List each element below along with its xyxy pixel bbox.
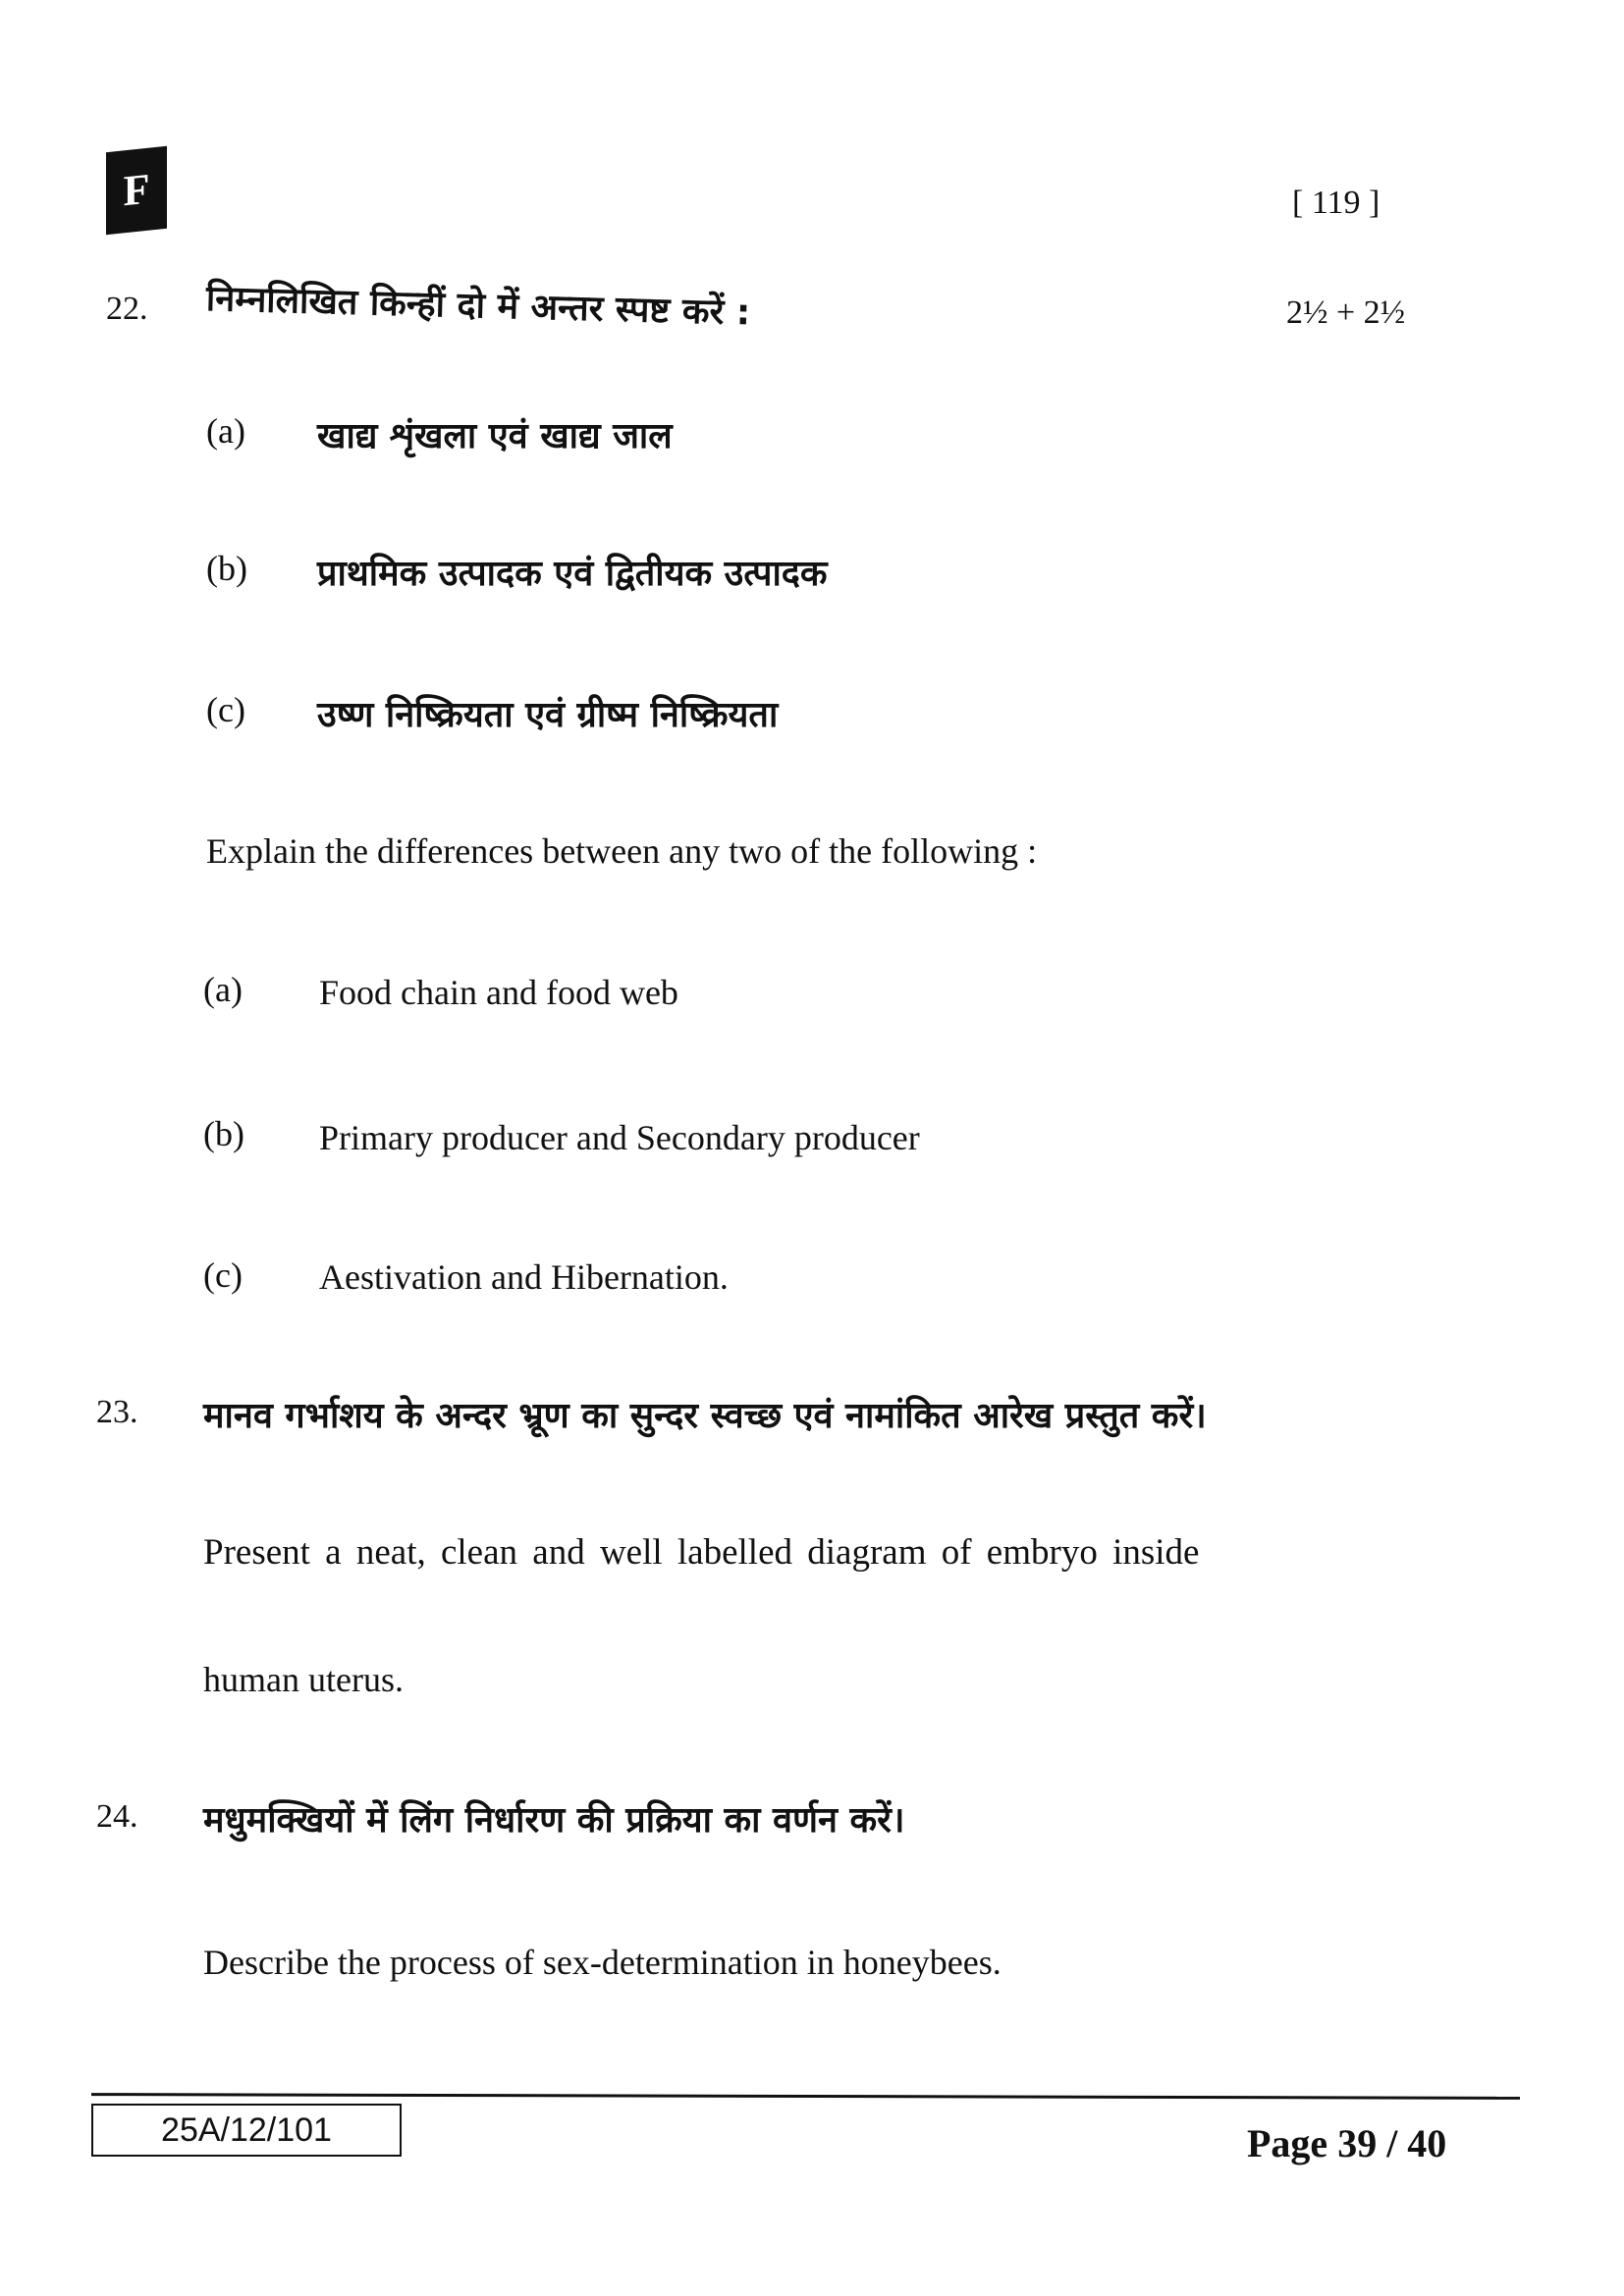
question-number-24: 24. <box>96 1798 138 1835</box>
q22-english-label-a: (a) <box>203 970 243 1009</box>
q22-english-prompt: Explain the differences between any two of the following : <box>206 831 1038 871</box>
q23-english-line2: human uterus. <box>203 1660 404 1699</box>
q24-hindi-prompt: मधुमक्खियों में लिंग निर्धारण की प्रक्रिया का वर्णन करें। <box>203 1800 905 1841</box>
q23-hindi-prompt: मानव गर्भाशय के अन्दर भ्रूण का सुन्दर स्वच्छ एवं नामांकित आरेख प्रस्तुत करें। <box>203 1396 1207 1436</box>
q22-hindi-label-a: (a) <box>206 411 245 451</box>
series-badge: F <box>106 146 167 236</box>
q22-hindi-label-b: (b) <box>206 549 247 588</box>
q22-hindi-label-c: (c) <box>206 690 245 729</box>
question-number-22: 22. <box>106 291 148 327</box>
footer-divider <box>91 2093 1520 2100</box>
page-number: Page 39 / 40 <box>1247 2121 1447 2165</box>
q24-english-prompt: Describe the process of sex-determination in honeybees. <box>203 1943 1001 1982</box>
paper-code: 25A/12/101 <box>91 2104 402 2157</box>
q22-hindi-part-c: उष्ण निष्क्रियता एवं ग्रीष्म निष्क्रियता <box>317 695 779 735</box>
q22-english-label-c: (c) <box>203 1255 243 1295</box>
question-number-23: 23. <box>96 1394 138 1430</box>
q22-english-part-a: Food chain and food web <box>319 973 678 1012</box>
q23-english-line1: Present a neat, clean and well labelled diagram of embryo inside <box>203 1532 1200 1573</box>
q22-english-part-b: Primary producer and Secondary producer <box>319 1118 920 1157</box>
q22-english-label-b: (b) <box>203 1114 244 1153</box>
q22-marks: 2½ + 2½ <box>1286 294 1406 331</box>
q22-hindi-part-a: खाद्य शृंखला एवं खाद्य जाल <box>317 416 673 456</box>
q22-hindi-prompt: निम्नलिखित किन्हीं दो में अन्तर स्पष्ट करें : <box>205 279 751 334</box>
q22-hindi-part-b: प्राथमिक उत्पादक एवं द्वितीयक उत्पादक <box>317 554 828 594</box>
page-reference: [ 119 ] <box>1292 185 1380 221</box>
q22-english-part-c: Aestivation and Hibernation. <box>319 1257 729 1297</box>
